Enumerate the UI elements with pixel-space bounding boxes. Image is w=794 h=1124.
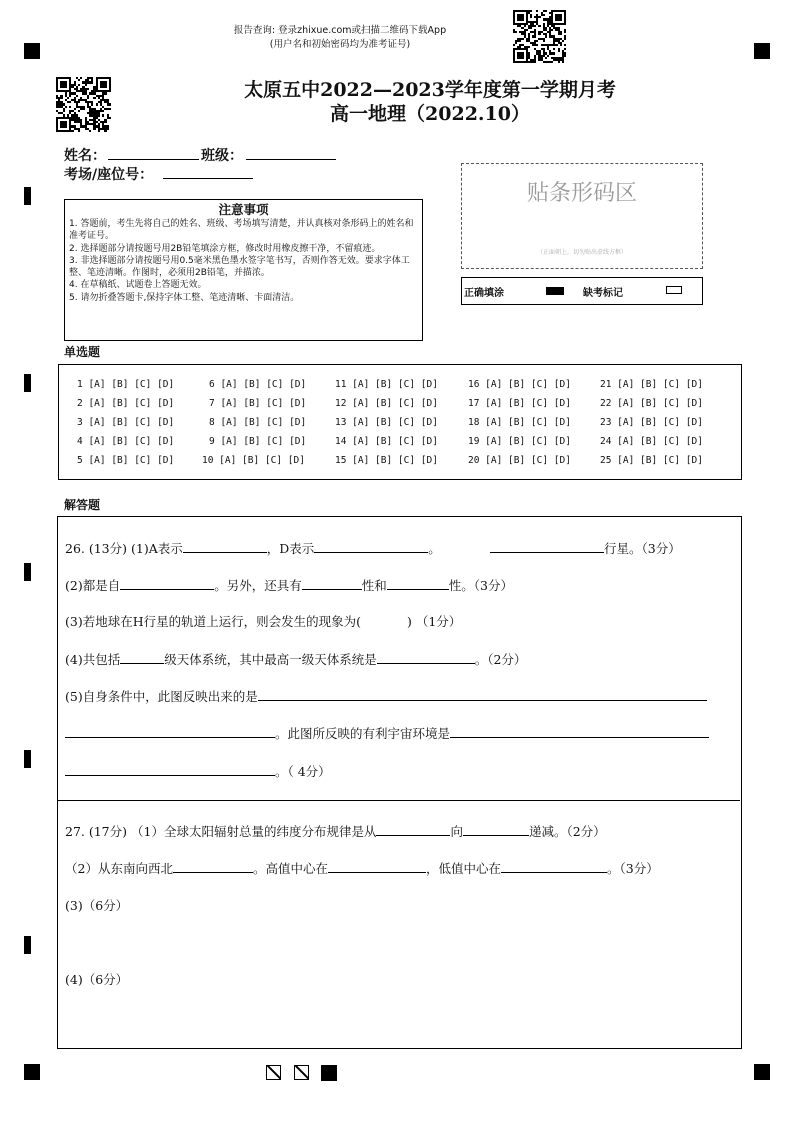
- q26-line5: [65, 688, 707, 705]
- correct-fill-label: 正确填涂: [464, 288, 504, 299]
- q26-part4-text: 级天体系统，其中最高一级天体系统是: [164, 652, 377, 667]
- q26-blank[interactable]: [65, 725, 275, 738]
- q26-line1b: [490, 540, 681, 557]
- q26-blank-d[interactable]: [314, 540, 428, 553]
- q26-line3: [65, 614, 461, 630]
- choice-row-18[interactable]: 18 [A] [B] [C] [D]: [468, 417, 571, 428]
- notice-box: [64, 199, 423, 341]
- q27-blank[interactable]: [463, 823, 529, 836]
- timing-mark: [24, 374, 31, 392]
- choice-column: [335, 375, 438, 470]
- barcode-title: 贴条形码区: [526, 181, 637, 206]
- registration-mark-bottom-left: [24, 1064, 40, 1080]
- barcode-hint: （正面朝上，切勿贴出虚线方框）: [536, 249, 627, 256]
- choice-row-21[interactable]: 21 [A] [B] [C] [D]: [600, 379, 703, 390]
- qr-code-student: [56, 77, 111, 132]
- choice-column: [468, 375, 571, 470]
- absent-mark-label: 缺考标记: [583, 288, 623, 299]
- timing-mark: [24, 563, 31, 581]
- q26-part5-text: 。（ 4分）: [275, 764, 331, 779]
- q26-blank[interactable]: [387, 577, 449, 590]
- registration-mark-top-right: [754, 43, 770, 59]
- correct-fill-sample: [546, 287, 564, 295]
- q26-part4-text: (4)共包括: [65, 652, 121, 667]
- registration-mark-bottom-right: [754, 1064, 770, 1080]
- choice-row-8[interactable]: 8 [A] [B] [C] [D]: [209, 417, 307, 428]
- q27-blank[interactable]: [501, 860, 607, 873]
- q26-blank[interactable]: [65, 763, 275, 776]
- question-divider: [57, 800, 740, 801]
- choice-row-5[interactable]: 5 [A] [B] [C] [D]: [77, 455, 175, 466]
- q26-line6: [65, 725, 709, 742]
- q26-line1: [65, 540, 441, 557]
- q26-part5-text: (5)自身条件中，此图反映出来的是: [65, 689, 258, 704]
- q27-part2-text: （2）从东南向西北: [65, 861, 173, 876]
- seat-field[interactable]: [163, 164, 253, 179]
- q27-part1-text: 向: [450, 824, 463, 839]
- q26-part4-text: 。（2分）: [474, 652, 527, 667]
- choice-row-12[interactable]: 12 [A] [B] [C] [D]: [335, 398, 438, 409]
- notice-item: 5. 请勿折叠答题卡,保持字体工整、笔迹清晰、卡面清洁。: [69, 292, 300, 303]
- choice-row-13[interactable]: 13 [A] [B] [C] [D]: [335, 417, 438, 428]
- timing-mark: [24, 187, 31, 205]
- q26-part3-text: ) （1分）: [407, 614, 462, 629]
- choice-row-4[interactable]: 4 [A] [B] [C] [D]: [77, 436, 175, 447]
- barcode-area[interactable]: [461, 163, 703, 269]
- crossed-box-mark: [294, 1065, 309, 1080]
- q26-blank[interactable]: [377, 651, 475, 664]
- q26-blank-a[interactable]: [183, 540, 267, 553]
- q27-blank[interactable]: [328, 860, 426, 873]
- fill-legend: [461, 277, 703, 305]
- q26-part3-text: (3)若地球在H行星的轨道上运行，则会发生的现象为(: [65, 614, 361, 629]
- q26-part2-text: (2)都是自: [65, 578, 121, 593]
- q27-line1: [65, 823, 606, 840]
- q26-blank[interactable]: [302, 577, 362, 590]
- choice-row-7[interactable]: 7 [A] [B] [C] [D]: [209, 398, 307, 409]
- q27-part1-text: 递减。（2分）: [528, 824, 606, 839]
- report-line-2: (用户名和初始密码均为准考证号): [269, 39, 411, 50]
- notice-item: 1. 答题前，考生先将自己的姓名、班级、考场填写清楚，并认真核对条形码上的姓名和准考证号。: [69, 219, 414, 242]
- exam-title-line2: 高一地理（2022.10）: [330, 103, 530, 125]
- choice-row-15[interactable]: 15 [A] [B] [C] [D]: [335, 455, 438, 466]
- single-choice-grid: [58, 364, 742, 480]
- q27-part2-text: ，低值中心在: [425, 861, 501, 876]
- q27-line2: [65, 860, 659, 877]
- q26-blank-planet[interactable]: [490, 540, 604, 553]
- q26-line2: [65, 577, 513, 594]
- q27-part2-text: 。高值中心在: [252, 861, 328, 876]
- timing-mark: [24, 750, 31, 768]
- q26-part1-text: ，D表示: [266, 541, 315, 556]
- report-query-note: [210, 24, 470, 52]
- q27-part4-answer-area[interactable]: [64, 992, 724, 1042]
- q26-part5-text: 。此图所反映的有利宇宙环境是: [275, 726, 451, 741]
- q27-blank[interactable]: [173, 860, 253, 873]
- class-label: 班级：: [201, 148, 243, 164]
- qr-code-download-app: [513, 10, 566, 63]
- q26-line4: [65, 651, 526, 668]
- choice-row-2[interactable]: 2 [A] [B] [C] [D]: [77, 398, 175, 409]
- choice-column: [77, 375, 174, 470]
- answer-section-heading: 解答题: [64, 498, 101, 512]
- crossed-box-mark: [266, 1065, 281, 1080]
- q26-blank[interactable]: [120, 577, 214, 590]
- q27-part4-label: (4)（6分）: [65, 972, 129, 987]
- choice-row-23[interactable]: 23 [A] [B] [C] [D]: [600, 417, 703, 428]
- q27-blank[interactable]: [376, 823, 450, 836]
- seat-label: 考场/座位号：: [64, 167, 154, 183]
- q26-blank[interactable]: [120, 651, 164, 664]
- q26-part2-text: 。另外，还具有: [214, 578, 302, 593]
- choice-row-11[interactable]: 11 [A] [B] [C] [D]: [335, 379, 438, 390]
- choice-row-19[interactable]: 19 [A] [B] [C] [D]: [468, 436, 571, 447]
- q26-part1-text: 。: [428, 541, 441, 556]
- choice-row-1[interactable]: 1 [A] [B] [C] [D]: [77, 379, 175, 390]
- q27-part1-text: 27. (17分) （1）全球太阳辐射总量的纬度分布规律是从: [65, 824, 377, 839]
- choice-row-10[interactable]: 10 [A] [B] [C] [D]: [202, 455, 305, 466]
- q27-part3-label: (3)（6分）: [65, 898, 129, 913]
- choice-column: [202, 375, 306, 470]
- absent-mark-box[interactable]: [666, 286, 682, 294]
- class-field[interactable]: [246, 145, 336, 160]
- q26-line7: [65, 763, 331, 780]
- choice-row-20[interactable]: 20 [A] [B] [C] [D]: [468, 455, 571, 466]
- choice-row-6[interactable]: 6 [A] [B] [C] [D]: [209, 379, 307, 390]
- q27-part2-text: 。（3分）: [607, 861, 659, 876]
- exam-title-line1: 太原五中2022—2023学年度第一学期月考: [244, 79, 616, 101]
- notice-title: 注意事项: [218, 202, 269, 217]
- choice-row-25[interactable]: 25 [A] [B] [C] [D]: [600, 455, 703, 466]
- notice-item: 4. 在草稿纸、试题卷上答题无效。: [69, 280, 207, 291]
- single-choice-heading: 单选题: [64, 345, 101, 359]
- filled-box-mark: [321, 1065, 337, 1081]
- q26-blank[interactable]: [258, 688, 707, 701]
- choice-row-9[interactable]: 9 [A] [B] [C] [D]: [209, 436, 307, 447]
- name-label: 姓名：: [64, 148, 106, 164]
- choice-row-14[interactable]: 14 [A] [B] [C] [D]: [335, 436, 438, 447]
- choice-row-24[interactable]: 24 [A] [B] [C] [D]: [600, 436, 703, 447]
- choice-row-17[interactable]: 17 [A] [B] [C] [D]: [468, 398, 571, 409]
- report-line-1: 报告查询: 登录zhixue.com或扫描二维码下载App: [233, 25, 447, 36]
- timing-mark: [24, 936, 31, 954]
- q26-part1-prompt: 26. (13分) (1)A表示: [65, 541, 183, 556]
- name-field[interactable]: [108, 145, 199, 160]
- q26-blank[interactable]: [450, 725, 709, 738]
- choice-row-16[interactable]: 16 [A] [B] [C] [D]: [468, 379, 571, 390]
- q27-part3-answer-area[interactable]: [64, 918, 724, 968]
- notice-item: 2. 选择题部分请按题号用2B铅笔填涂方框，修改时用橡皮擦干净，不留痕迹。: [69, 243, 381, 254]
- answer-area: [57, 516, 742, 1049]
- exam-title: [180, 78, 680, 126]
- notice-item: 3. 非选择题部分请按题号用0.5毫米黑色墨水签字笔书写，否则作答无效。要求字体工整、笔迹清晰。作图时，必须用2B铅笔，并描浓。: [69, 255, 410, 279]
- q26-part1-text: 行星。（3分）: [604, 541, 681, 556]
- q26-part2-text: 性。（3分）: [448, 578, 513, 593]
- q26-part2-text: 性和: [361, 578, 387, 593]
- registration-mark-top-left: [24, 43, 40, 59]
- choice-row-3[interactable]: 3 [A] [B] [C] [D]: [77, 417, 175, 428]
- choice-row-22[interactable]: 22 [A] [B] [C] [D]: [600, 398, 703, 409]
- choice-column: [600, 375, 703, 470]
